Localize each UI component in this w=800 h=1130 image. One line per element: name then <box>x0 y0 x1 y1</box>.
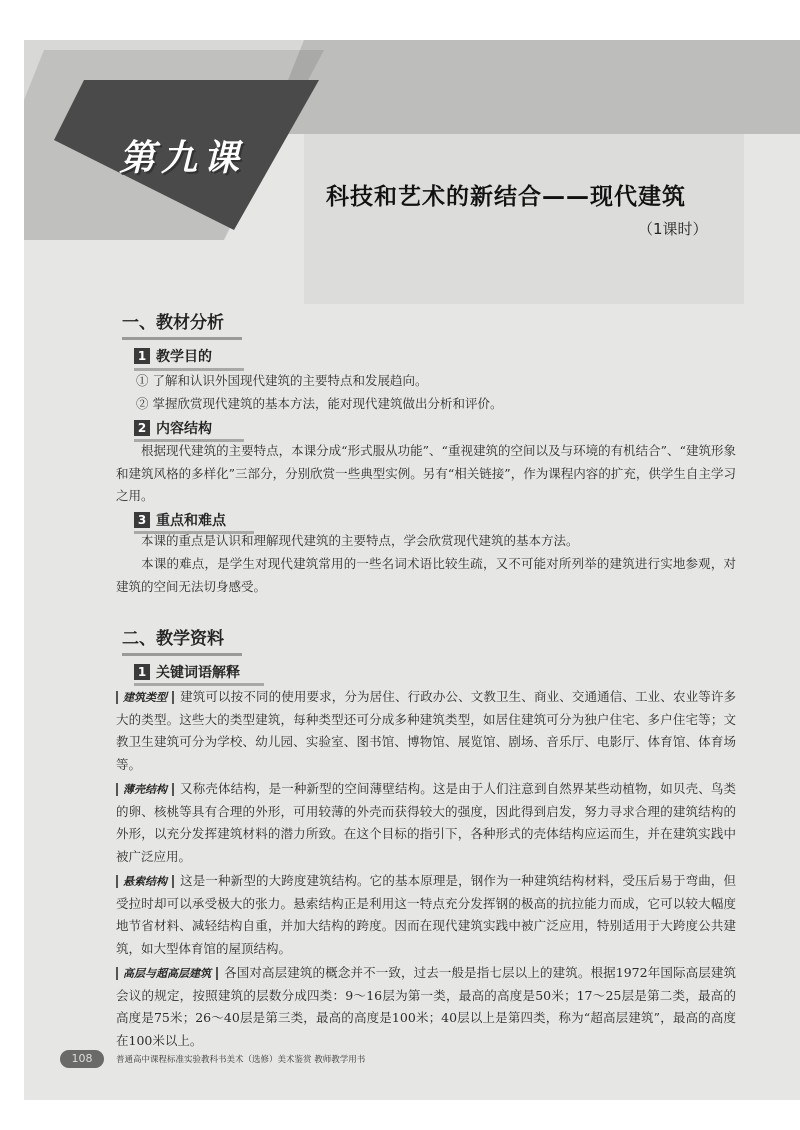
subheading-label: 内容结构 <box>156 421 212 437</box>
subheading-label: 教学目的 <box>156 349 212 365</box>
subheading-key-points <box>134 510 226 530</box>
footer-text: 普通高中课程标准实验教科书美术（选修）美术鉴赏 教师教学用书 <box>116 1055 366 1065</box>
number-badge: 1 <box>134 664 150 680</box>
term-label: 薄壳结构 <box>116 783 174 796</box>
structure-text: 根据现代建筑的主要特点，本课分成“形式服从功能”、“重视建筑的空间以及与环境的有机结合”、“建筑形象和建筑风格的多样化”三部分，分别欣赏一些典型实例。另有“相关链接”，作为课程内容的扩充，供学生自主学习之用。 <box>116 443 736 503</box>
section-heading-analysis: 一、教材分析 <box>122 308 242 340</box>
term-label: 建筑类型 <box>116 691 174 704</box>
lesson-hours: （1课时） <box>638 220 708 238</box>
number-badge: 2 <box>134 420 150 436</box>
page-number: 108 <box>60 1050 104 1068</box>
subheading-label: 重点和难点 <box>156 513 226 529</box>
term-label: 高层与超高层建筑 <box>116 967 218 980</box>
term-entry: 悬索结构 这是一种新型的大跨度建筑结构。它的基本原理是，钢作为一种建筑结构材料，受压后易于弯曲，但受拉时却可以承受极大的张力。悬索结构正是利用这一特点充分发挥钢的极高的抗拉能力而成，它可以较大幅度地节省材料、减轻结构自重，并加大结构的跨度。因而在现代建筑实践中被广泛应用，特别适用于大跨度公共建筑，如大型体育馆的屋顶结构。 <box>116 873 736 956</box>
term-entry: 高层与超高层建筑 各国对高层建筑的概念并不一致，过去一般是指七层以上的建筑。根据1972年国际高层建筑会议的规定，按照建筑的层数分成四类：9～16层为第一类，最高的高度是50米；17～25层是第二类，最高的高度是75米；26～40层是第三类，最高的高度是100米；40层以上是第四类，称为“超高层建筑”，最高的高度在100米以上。 <box>116 965 736 1048</box>
term-entry: 建筑类型 建筑可以按不同的使用要求，分为居住、行政办公、文教卫生、商业、交通通信、工业、农业等许多大的类型。这些大的类型建筑，每种类型还可分成多种建筑类型，如居住建筑可分为独户住宅、多户住宅等；文教卫生建筑可分为学校、幼儿园、实验室、图书馆、博物馆、展览馆、剧场、音乐厅、电影厅、体育馆、体育场等。 <box>116 689 736 772</box>
page-title: 科技和艺术的新结合——现代建筑 <box>326 184 686 210</box>
term-label: 悬索结构 <box>116 875 174 888</box>
subheading-structure <box>134 418 212 438</box>
lesson-label: 第九课 <box>119 138 246 179</box>
difficulty-text: 本课的难点，是学生对现代建筑常用的一些名词术语比较生疏，又不可能对所列举的建筑进行实地参观，对建筑的空间无法切身感受。 <box>116 556 736 594</box>
page <box>24 40 800 1100</box>
subheading-terms <box>134 662 240 682</box>
number-badge: 1 <box>134 348 150 364</box>
section-heading-materials: 二、教学资料 <box>122 624 242 656</box>
subheading-label: 关键词语解释 <box>156 665 240 681</box>
subheading-purpose <box>134 346 212 366</box>
number-badge: 3 <box>134 512 150 528</box>
key-points-text: 本课的重点是认识和理解现代建筑的主要特点，学会欣赏现代建筑的基本方法。 <box>141 533 579 548</box>
term-entry: 薄壳结构 又称壳体结构，是一种新型的空间薄壁结构。这是由于人们注意到自然界某些动植物，如贝壳、鸟类的卵、核桃等具有合理的外形，可用较薄的外壳而获得较大的强度，因此得到启发，努力寻求合理的建筑结构的外形，以充分发挥建筑材料的潜力所致。在这个目标的指引下，各种形式的壳体结构应运而生，并在建筑实践中被广泛应用。 <box>116 781 736 864</box>
purpose-item: ① 了解和认识外国现代建筑的主要特点和发展趋向。 <box>136 373 428 388</box>
purpose-item: ② 掌握欣赏现代建筑的基本方法，能对现代建筑做出分析和评价。 <box>136 396 503 411</box>
